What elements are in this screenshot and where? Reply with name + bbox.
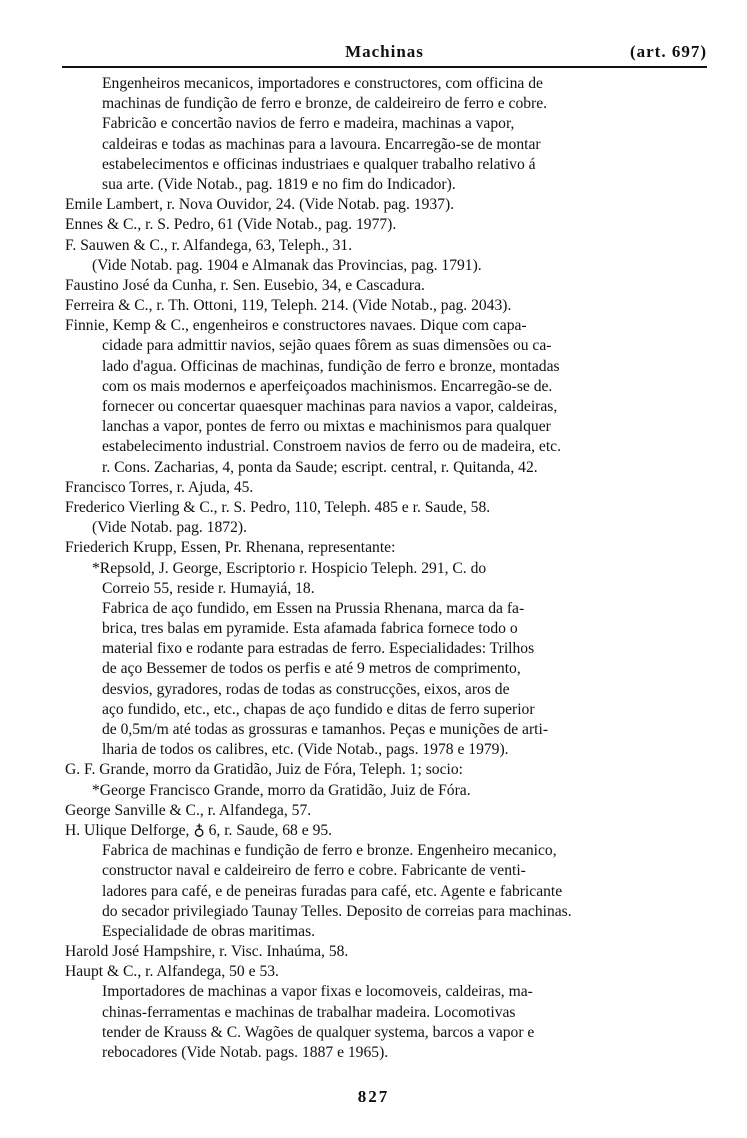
text-line: material fixo e rodante para estradas de ferro. Especialidades: Trilhos [102,640,535,658]
text-line: desvios, gyradores, rodas de todas as construcções, eixos, aros de [102,680,510,698]
text-line: chinas-ferramentas e machinas de trabalhar madeira. Locomotivas [102,1003,516,1021]
text-line: com os mais modernos e aperfeiçoados machinismos. Encarregão-se de. [102,377,553,395]
text-line: (Vide Notab. pag. 1872). [92,519,247,537]
text-line: Correio 55, reside r. Humayiá, 18. [102,579,315,597]
text-line: de 0,5m/m até todas as grossuras e tamanhos. Peças e munições de arti- [102,721,549,738]
text-line: fornecer ou concertar quaesquer machinas para navios a vapor, caldeiras, [102,398,558,415]
text-line: Harold José Hampshire, r. Visc. Inhaúma, 58. [65,943,349,961]
text-line: lanchas a vapor, pontes de ferro ou mixtas e machinismos para qualquer [102,418,551,436]
text-line: Fabricão e concertão navios de ferro e madeira, machinas a vapor, [102,115,515,133]
text-line: sua arte. (Vide Notab., pag. 1819 e no fim do Indicador). [102,175,456,193]
text-line: Francisco Torres, r. Ajuda, 45. [65,478,254,496]
text-line: Emile Lambert, r. Nova Ouvidor, 24. (Vide Notab. pag. 1937). [65,196,455,214]
article-reference: (art. 697) [629,42,707,61]
text-line: Frederico Vierling & C., r. S. Pedro, 110, Teleph. 485 e r. Saude, 58. [65,498,491,516]
page-header [62,42,707,68]
text-line: brica, tres balas em pyramide. Esta afamada fabrica fornece todo o [102,620,518,638]
text-line: rebocadores (Vide Notab. pags. 1887 e 1965). [102,1044,389,1061]
text-line: Friederich Krupp, Essen, Pr. Rhenana, representante: [65,539,396,557]
page-number: 827 [357,1087,390,1106]
text-line: H. Ulique Delforge, ♁ 6, r. Saude, 68 e 95. [65,821,333,839]
text-line: Ferreira & C., r. Th. Ottoni, 119, Teleph. 214. (Vide Notab., pag. 2043). [65,297,512,315]
text-line: Engenheiros mecanicos, importadores e constructores, com officina de [102,75,543,92]
text-line: Importadores de machinas a vapor fixas e locomoveis, caldeiras, ma- [102,983,533,1001]
text-line: F. Sauwen & C., r. Alfandega, 63, Teleph., 31. [65,236,353,254]
text-line: tender de Krauss & C. Wagões de qualquer systema, barcos a vapor e [102,1023,535,1041]
text-line: estabelecimentos e officinas industriaes e qualquer trabalho relativo á [102,155,536,173]
text-line: estabelecimento industrial. Constroem navios de ferro ou de madeira, etc. [102,438,561,456]
text-line: ladores para café, e de peneiras furadas para café, etc. Agente e fabricante [102,882,563,900]
text-line: Faustino José da Cunha, r. Sen. Eusebio, 34, e Cascadura. [65,276,425,294]
text-line: do secador privilegiado Taunay Telles. Deposito de correias para machinas. [102,902,572,920]
text-line: Haupt & C., r. Alfandega, 50 e 53. [65,963,279,981]
text-line: G. F. Grande, morro da Gratidão, Juiz de Fóra, Teleph. 1; socio: [65,761,463,779]
text-line: Finnie, Kemp & C., engenheiros e constructores navaes. Dique com capa- [65,317,527,335]
directory-text [62,74,707,1063]
text-line: constructor naval e caldeireiro de ferro e cobre. Fabricante de venti- [102,862,526,880]
header-rule [62,66,707,68]
text-line: lharia de todos os calibres, etc. (Vide Notab., pags. 1978 e 1979). [102,741,509,759]
text-line: r. Cons. Zacharias, 4, ponta da Saude; escript. central, r. Quitanda, 42. [102,458,538,476]
text-line: caldeiras e todas as machinas para a lavoura. Encarregão-se de montar [102,135,541,153]
text-line: Fabrica de aço fundido, em Essen na Prussia Rhenana, marca da fa- [102,599,525,617]
text-line: lado d'agua. Officinas de machinas, fundição de ferro e bronze, montadas [102,357,560,375]
running-head: Machinas [345,42,424,61]
text-line: cidade para admittir navios, sejão quaes fôrem as suas dimensões ou ca- [102,337,552,355]
text-line: *Repsold, J. George, Escriptorio r. Hospicio Teleph. 291, C. do [92,559,487,577]
text-line: Fabrica de machinas e fundição de ferro e bronze. Engenheiro mecanico, [102,842,557,860]
text-line: de aço Bessemer de todos os perfis e até 9 metros de comprimento, [102,660,521,678]
text-line: Ennes & C., r. S. Pedro, 61 (Vide Notab., pag. 1977). [65,216,397,234]
text-line: (Vide Notab. pag. 1904 e Almanak das Provincias, pag. 1791). [92,256,482,274]
text-line: Especialidade de obras maritimas. [102,922,316,940]
text-line: *George Francisco Grande, morro da Gratidão, Juiz de Fóra. [92,781,471,799]
text-line: aço fundido, etc., etc., chapas de aço fundido e ditas de ferro superior [102,700,535,718]
text-line: George Sanville & C., r. Alfandega, 57. [65,801,312,819]
text-line: machinas de fundição de ferro e bronze, de caldeireiro de ferro e cobre. [102,95,548,113]
